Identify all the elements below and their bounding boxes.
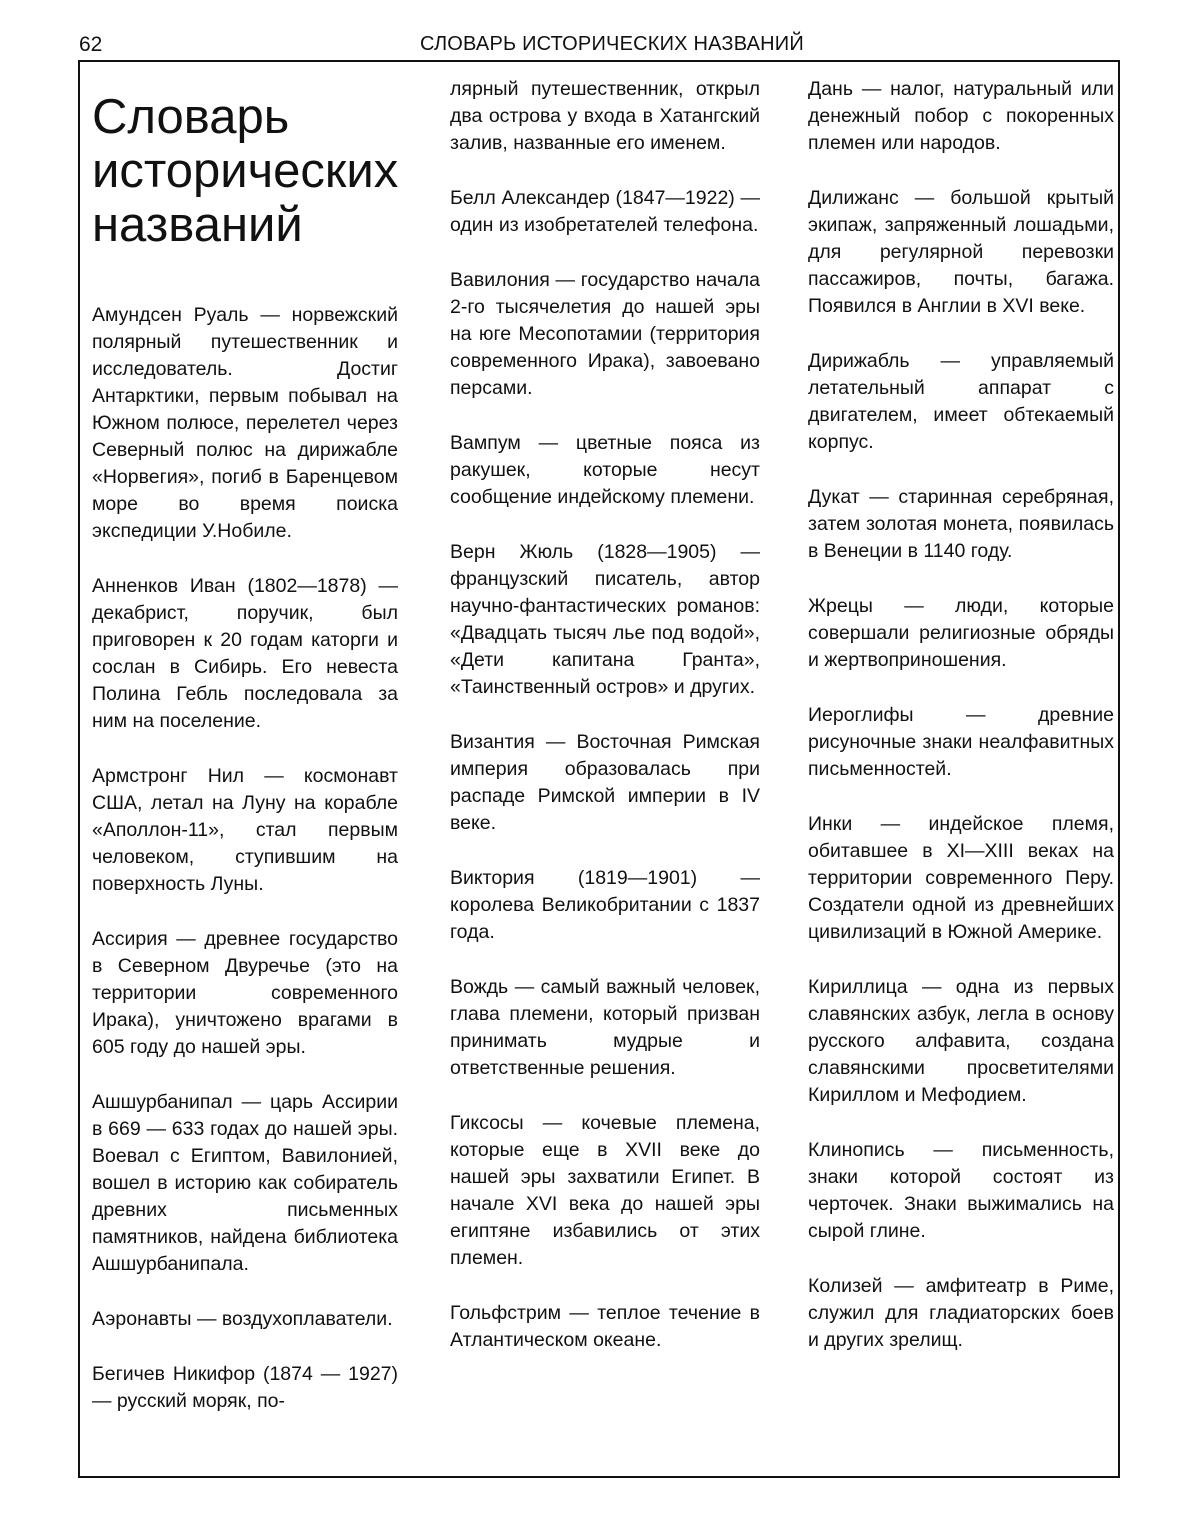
entry-gulf-stream: Гольфстрим — теплое течение в Атлантическом океане. — [450, 1302, 760, 1351]
title-line-1: Словарь — [92, 90, 290, 144]
entry-bell: Белл Александер (1847—1922) — один из изобретателей телефона. — [450, 187, 760, 236]
page-number: 62 — [79, 33, 103, 56]
entry-amundsen: Амундсен Руаль — норвежский полярный путешественник и исследователь. Достиг Антарктики, первым побывал на Южном полюсе, перелетел через Северный полюс на дирижабле «Норвегия», погиб в Баренцевом море во время поиска экспедиции У.Нобиле. — [92, 304, 398, 542]
entry-byzantium: Византия — Восточная Римская империя образовалась при распаде Римской империи в IV веке. — [450, 731, 760, 834]
entry-chief: Вождь — самый важный человек, глава племени, который призван принимать мудрые и ответственные решения. — [450, 976, 760, 1079]
column-1 — [92, 76, 398, 1443]
entry-wampum: Вампум — цветные пояса из ракушек, которые несут сообщение индейскому племени. — [450, 432, 760, 508]
column-2 — [450, 76, 760, 1382]
running-title: СЛОВАРЬ ИСТОРИЧЕСКИХ НАЗВАНИЙ — [420, 33, 804, 55]
page-title — [92, 90, 398, 252]
entry-babylonia: Вавилония — государство начала 2-го тысячелетия до нашей эры на юге Месопотамии (территория современного Ирака), завоевано персами. — [450, 269, 760, 399]
entry-tribute: Дань — налог, натуральный или денежный побор с покоренных племен или народов. — [808, 78, 1114, 154]
column-3 — [808, 76, 1114, 1382]
entry-annenkov: Анненков Иван (1802—1878) — декабрист, поручик, был приговорен к 20 годам каторги и сослан в Сибирь. Его невеста Полина Гебль последовала за ним на поселение. — [92, 575, 398, 732]
entry-colosseum: Колизей — амфитеатр в Риме, служил для гладиаторских боев и других зрелищ. — [808, 1275, 1114, 1351]
title-line-2: исторических — [92, 144, 399, 198]
entry-begichev-continued: лярный путешественник, открыл два острова у входа в Хатангский залив, названные его именем. — [450, 78, 760, 154]
entry-aeronauts: Аэронавты — воздухоплаватели. — [92, 1308, 393, 1330]
entry-hieroglyphs: Иероглифы — древние рисуночные знаки неалфавитных письменностей. — [808, 704, 1114, 780]
entry-victoria: Виктория (1819—1901) — королева Великобритании с 1837 года. — [450, 867, 760, 943]
entry-verne: Верн Жюль (1828—1905) — французский писатель, автор научно-фантастических романов: «Двадцать тысяч лье под водой», «Дети капитана Гранта», «Таинственный остров» и других. — [450, 541, 760, 698]
entry-armstrong: Армстронг Нил — космонавт США, летал на Луну на корабле «Аполлон-11», стал первым человеком, ступившим на поверхность Луны. — [92, 765, 398, 895]
entry-begichev: Бегичев Никифор (1874 — 1927) — русский моряк, по- — [92, 1363, 398, 1412]
entry-hyksos: Гиксосы — кочевые племена, которые еще в XVII веке до нашей эры захватили Египет. В начале XVI века до нашей эры египтяне избавились от этих племен. — [450, 1112, 760, 1269]
entry-inca: Инки — индейское племя, обитавшее в XI—XIII веках на территории современного Перу. Создатели одной из древнейших цивилизаций в Южной Америке. — [808, 813, 1114, 943]
entry-cuneiform: Клинопись — письменность, знаки которой состоят из черточек. Знаки выжимались на сырой глине. — [808, 1139, 1114, 1242]
entry-cyrillic: Кириллица — одна из первых славянских азбук, легла в основу русского алфавита, создана славянскими просветителями Кириллом и Мефодием. — [808, 976, 1114, 1106]
entry-ducat: Дукат — старинная серебряная, затем золотая монета, появилась в Венеции в 1140 году. — [808, 486, 1114, 562]
entry-airship: Дирижабль — управляемый летательный аппарат с двигателем, имеет обтекаемый корпус. — [808, 350, 1114, 453]
entry-ashurbanipal: Ашшурбанипал — царь Ассирии в 669 — 633 годах до нашей эры. Воевал с Египтом, Вавилонией, вошел в историю как собиратель древних письменных памятников, найдена библиотека Ашшурбанипала. — [92, 1091, 398, 1275]
entry-assyria: Ассирия — древнее государство в Северном Двуречье (это на территории современного Ирака), уничтожено врагами в 605 году до нашей эры. — [92, 928, 398, 1058]
title-line-3: названий — [92, 198, 303, 252]
entry-diligence: Дилижанс — большой крытый экипаж, запряженный лошадьми, для регулярной перевозки пассажиров, почты, багажа. Появился в Англии в XVI веке. — [808, 187, 1114, 317]
dictionary-frame — [78, 60, 1120, 1478]
entry-priests: Жрецы — люди, которые совершали религиозные обряды и жертвоприношения. — [808, 595, 1114, 671]
